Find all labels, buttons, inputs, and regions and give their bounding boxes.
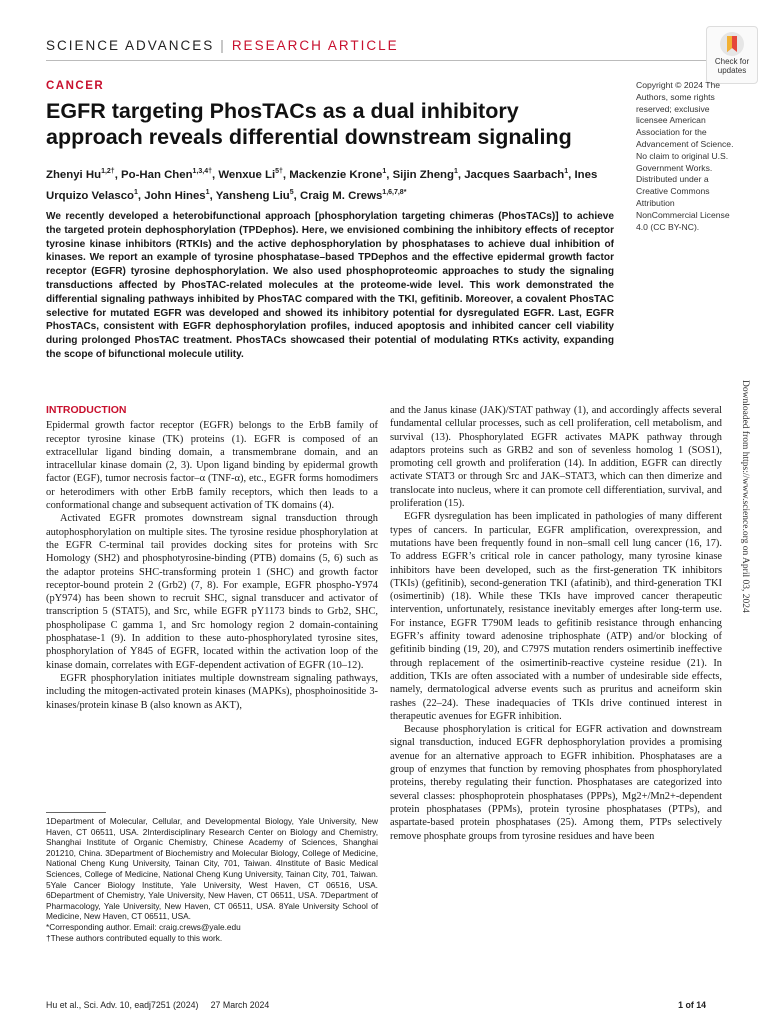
author-name[interactable]: Yansheng Liu [215,189,290,202]
author-affiliation-marker: 1 [382,168,387,175]
paragraph: Because phosphorylation is critical for EGFR activation and downstream signal transduction, induced EGFR dephosphorylation provides a promising avenue for an alternative approach to EGFR inhibition. Phosphatases are a group of enzymes that function by removing phosphates from phosphorylated proteins, thereby regulating their function. Phosphatases are categorized into several classes: phosphoprotein phosphatases (PPPs), Mg2+/Mn2+-dependent protein phosphatases (PPMs), protein tyrosine phosphatases (PTPs), and aspartate-based protein phosphatases (25). Among them, PTPs selectively remove phosphate groups from tyrosine residues and have been [390,724,722,842]
author-name[interactable]: Mackenzie Krone [289,168,383,181]
corresponding-author: *Corresponding author. Email: craig.crews@yale.edu [46,921,241,932]
body-column-right [390,404,722,843]
author-affiliation-marker: 1,3,4† [192,168,213,175]
author-name[interactable]: Ines Urquizo Velasco [46,168,598,202]
section-kicker: CANCER [46,80,105,92]
affiliations [46,816,378,943]
article-type: RESEARCH ARTICLE [231,38,399,53]
journal-name: SCIENCE ADVANCES [46,38,215,53]
author-name[interactable]: Sijin Zheng [392,168,454,181]
author-affiliation-marker: 5† [275,168,283,175]
body-column-left [46,404,378,712]
author-name[interactable]: Zhenyi Hu [46,168,102,181]
author-name[interactable]: John Hines [144,189,206,202]
download-note-text: Downloaded from https://www.science.org on April 03, 2024 [740,380,750,613]
download-note [738,380,752,680]
author-list: Zhenyi $Hu^{1,2\dagger}$, Po-Han Chen$^{1,3,4\dagger}$, Wenxue $Li^{5\dagger}$, Mackenzie Krone$^1$, Sijin Zheng$^1$, Jacques Saarbach$^1$, Ines Urquizo Velasco$^1$, John Hines$^1$, Yansheng Liu$^5$, Craig M. Crews$^{1,6,7,8*}$ [46,168,598,202]
author-affiliation-marker: 1 [564,168,569,175]
section-heading-introduction: INTRODUCTION [46,404,127,416]
author-affiliation-marker: 1 [453,168,458,175]
paragraph: EGFR phosphorylation initiates multiple downstream signaling pathways, including the mitogen-activated protein kinases (MAPKs), phosphoinositide 3-kinases/protein kinase B (also known as AKT), [46,672,378,711]
paragraph: and the Janus kinase (JAK)/STAT pathway (1), and accordingly affects several fundamental cellular processes, such as cell proliferation, cell metabolism, and survival (13). Phosphorylated EGFR activates MAPK pathway through adaptors proteins such as GRB2 and son of sevenless homolog 1 (SOS1), promoting cell growth and proliferation (14). In addition, EGFR can directly activate STAT3 or through Src and JAK–STAT3, which can then dimerize and translocate into nucleus, where it can promote cell differentiation, survival, and proliferation (15). [390,405,722,510]
author-name[interactable]: Wenxue Li [218,168,276,181]
page-number: 1 of 14 [678,1000,706,1010]
article-title: EGFR targeting PhosTACs as a dual inhibitory approach reveals differential downstream signaling [46,99,572,149]
header-rule [46,60,722,61]
footnote-rule [46,812,106,813]
check-for-updates-badge[interactable] [706,26,758,84]
author-name[interactable]: Craig M. Crews [300,189,383,202]
abstract: We recently developed a heterobifunctional approach [phosphorylation targeting chimeras (PhosTACs)] to achieve the targeted protein dephosphorylation (TPDephos). Here, we envisioned combining the inhibitory effects of receptor tyrosine kinase inhibitors (RTKIs) and the active dephosphorylation by phosphatases to achieve dual inhibition of kinases. We report an example of tyrosine phosphatase–based TPDephos and the effective epidermal growth factor receptor (EGFR) tyrosine dephosphorylation. We also used phosphoproteomic approaches to study the signaling transductions affected by PhosTAC-related molecules at the proteome-wide level. This work demonstrated the differential signaling pathways inhibited by PhosTAC compared with the TKI, gefitinib. Moreover, a covalent PhosTAC selective for mutated EGFR was developed and showed its inhibitory potential for dysregulated EGFR. Last, EGFR PhosTACs, consistent with EGFR dephosphorylation profiles, induced apoptosis and inhibited cancer cell viability during prolonged PhosTAC treatment. PhosTACs showcased their potential of modulating RTKs activity, expanding the scope of bifunctional molecule utility. [46,211,614,360]
author-affiliation-marker: 1,6,7,8* [382,188,407,196]
footer-citation: Hu et al., Sci. Adv. 10, eadj7251 (2024) 27 March 2024 [46,1000,270,1010]
paragraph: EGFR dysregulation has been implicated in pathologies of many different types of cancers. In particular, EGFR amplification, overexpression, and mutations have been frequently found in non–small cell lung cancer (16, 17). To address EGFR’s critical role in cancer pathology, many tyrosine kinase inhibitors have been developed, such as the first-generation TK inhibitors (TKIs) (gefitinib), second-generation TKI (afatinib), and third-generation TKI (osimertinib) (18). While these TKIs have improved cancer therapeutic intervention, unfortunately, resistance inevitably emerges after long-term use. For instance, EGFR T790M leads to gefitinib resistance through enhancing EGFR’s affinity toward adenosine triphosphate (ATP) and/or blocking of gefitinib binding (19, 20), and C797S mutation renders osimertinib ineffective through replacement of the osimertinib-reactive cysteine residue (21). In addition, TKIs are often associated with a number of undesirable side effects, namely, dermatological adverse events such as pruritus and acneiform skin rashes (22–24). These inadequacies of TKIs drive continued interest in therapeutic avenues for EGFR inhibition. [390,511,722,722]
author-affiliation-marker: 1 [205,188,210,196]
author-name[interactable]: Jacques Saarbach [464,168,565,181]
paragraph: Activated EGFR promotes downstream signal transduction through autophosphorylation on multiple sites. The tyrosine residue phosphorylation at the EGFR C-terminal tail provides docking sites for proteins with Src Homology (SH2) and phosphotyrosine-binding (PTB) domains (5, 6) such as the adaptor proteins SHC-transforming protein 1 (SHC) and growth factor receptor-bound protein 2 (Grb2) (7, 8). For example, EGFR phospho-Y974 (pY974) has been shown to recruit SHC, signal transducer and activator of transcription 5 (STAT5), and Src, while EGFR pY1173 binds to Grb2, SHC, phospholipase C gamma 1, and Src homology region 2 domain-containing phosphatase-1 (9). In addition to these auto-phosphorylated tyrosine sites, phosphorylation of Y845 of EGFR, located within the activation loop of the kinase domain, correlates with EGF-dependent activation of EGFR (10–12). [46,513,378,671]
bookmark-icon [719,31,745,57]
copyright-notice: Copyright © 2024 The Authors, some rights reserved; exclusive licensee American Association for the Advancement of Science. No claim to original U.S. Government Works. Distributed under a Creative Commons Attribution NonCommercial License 4.0 (CC BY-NC). [636,80,734,232]
author-affiliation-marker: 1,2† [101,168,115,175]
badge-line2: updates [717,66,747,75]
author-affiliation-marker: 1 [134,188,138,196]
paragraph: Epidermal growth factor receptor (EGFR) belongs to the ErbB family of receptor tyrosine kinase (TK) proteins (1). EGFR is composed of an extracellular ligand binding domain, a transmembrane domain, and an intracellular kinase domain (2, 3). Upon ligand binding by epidermal growth factor (EGF), tumor necrosis factor–α (TNF-α), etc., EGFR forms homodimers or heterodimers with other ErbB family receptors, which then leads to a conformational change and subsequent activation of TK domains (4). [46,420,378,512]
equal-contribution-note: †These authors contributed equally to this work. [46,932,223,943]
masthead-separator: | [220,38,226,53]
affiliation-list: 1Department of Molecular, Cellular, and Developmental Biology, Yale University, New Haven, CT 06511, USA. 2Interdisciplinary Research Center on Biology and Chemistry, Shanghai Institute of Organic Chemistry, Chinese Academy of Sciences, Shanghai 201210, China. 3Department of Biochemistry and Molecular Biology, College of Medicine, National Cheng Kung University, Tainan City, 701, Taiwan. 4Institute of Basic Medical Sciences, College of Medicine, National Cheng Kung University, Tainan City, 701, Taiwan. 5Yale Cancer Biology Institute, Yale University, West Haven, CT 06516, USA. 6Department of Chemistry, Yale University, New Haven, CT 06511, USA. 7Department of Pharmacology, Yale University, New Haven, CT 06511, USA. 8Yale University School of Medicine, New Haven, CT 06511, USA. [46,816,378,922]
journal-masthead [46,38,399,53]
badge-line1: Check for [714,57,750,66]
author-affiliation-marker: 5 [289,188,294,196]
author-name[interactable]: Po-Han Chen [121,168,193,181]
